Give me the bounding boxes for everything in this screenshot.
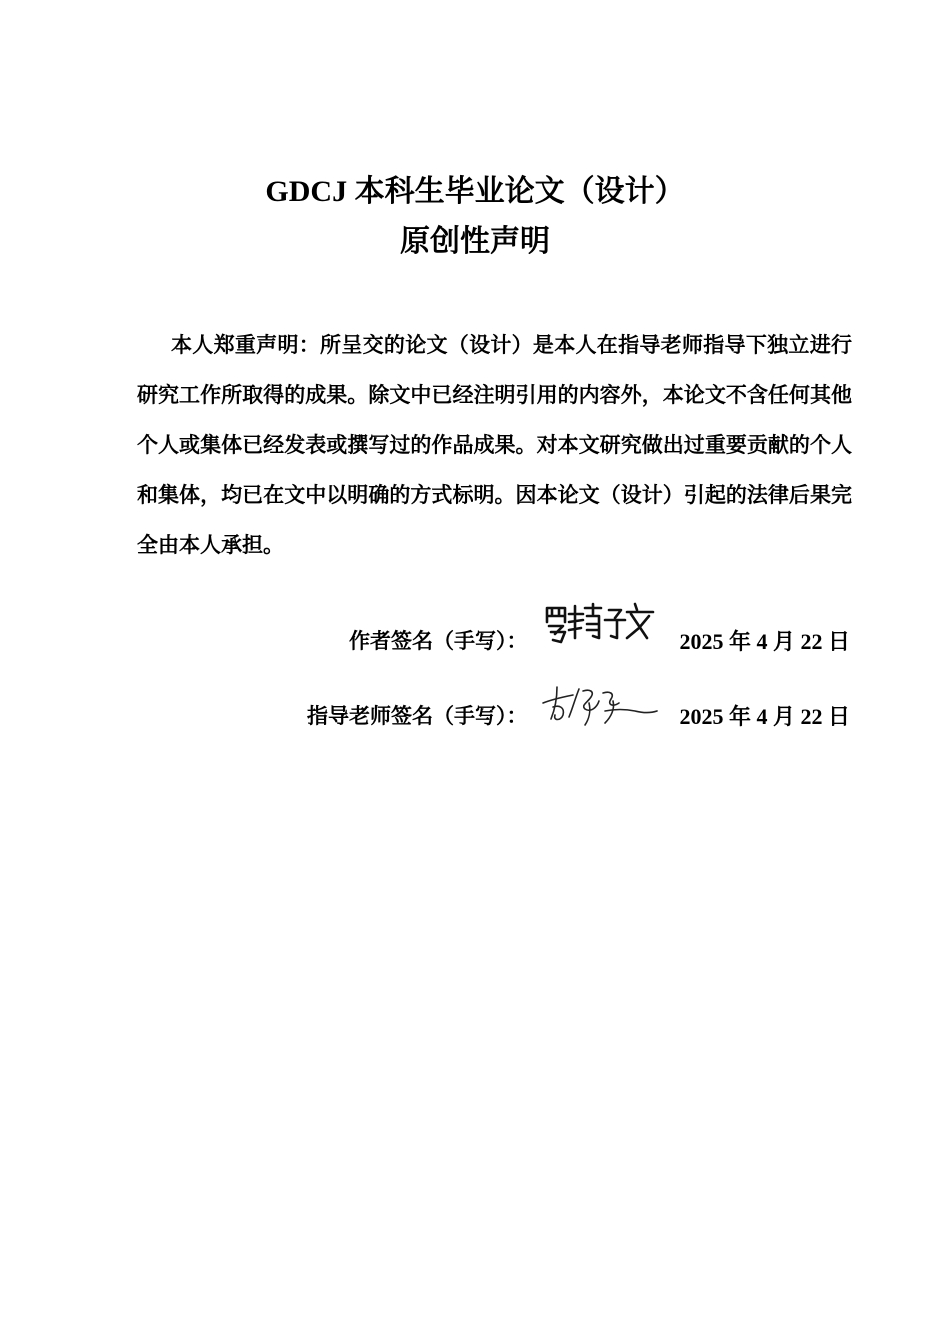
author-handwritten-signature bbox=[539, 620, 659, 660]
advisor-handwritten-signature bbox=[539, 695, 659, 735]
advisor-signature-image bbox=[539, 681, 659, 731]
declaration-paragraph: 本人郑重声明：所呈交的论文（设计）是本人在指导老师指导下独立进行研究工作所取得的成果。除文中已经注明引用的内容外，本论文不含任何其他个人或集体已经发表或撰写过的作品成果。对本文研究做出过重要贡献的个人和集体，均已在文中以明确的方式标明。因本论文（设计）引起的法律后果完全由本人承担。 bbox=[137, 333, 852, 557]
author-signature-label: 作者签名（手写）： bbox=[348, 629, 528, 653]
advisor-signature-label: 指导老师签名（手写）： bbox=[306, 704, 528, 728]
advisor-signature-date: 2025 年 4 月 22 日 bbox=[679, 703, 850, 729]
document-title: GDCJ 本科生毕业论文（设计） bbox=[265, 175, 685, 208]
author-signature-date: 2025 年 4 月 22 日 bbox=[679, 628, 850, 654]
advisor-signature-row bbox=[307, 695, 850, 735]
author-signature-image bbox=[539, 598, 659, 648]
author-signature-row bbox=[349, 620, 850, 660]
document-subtitle: 原创性声明 bbox=[400, 225, 550, 258]
